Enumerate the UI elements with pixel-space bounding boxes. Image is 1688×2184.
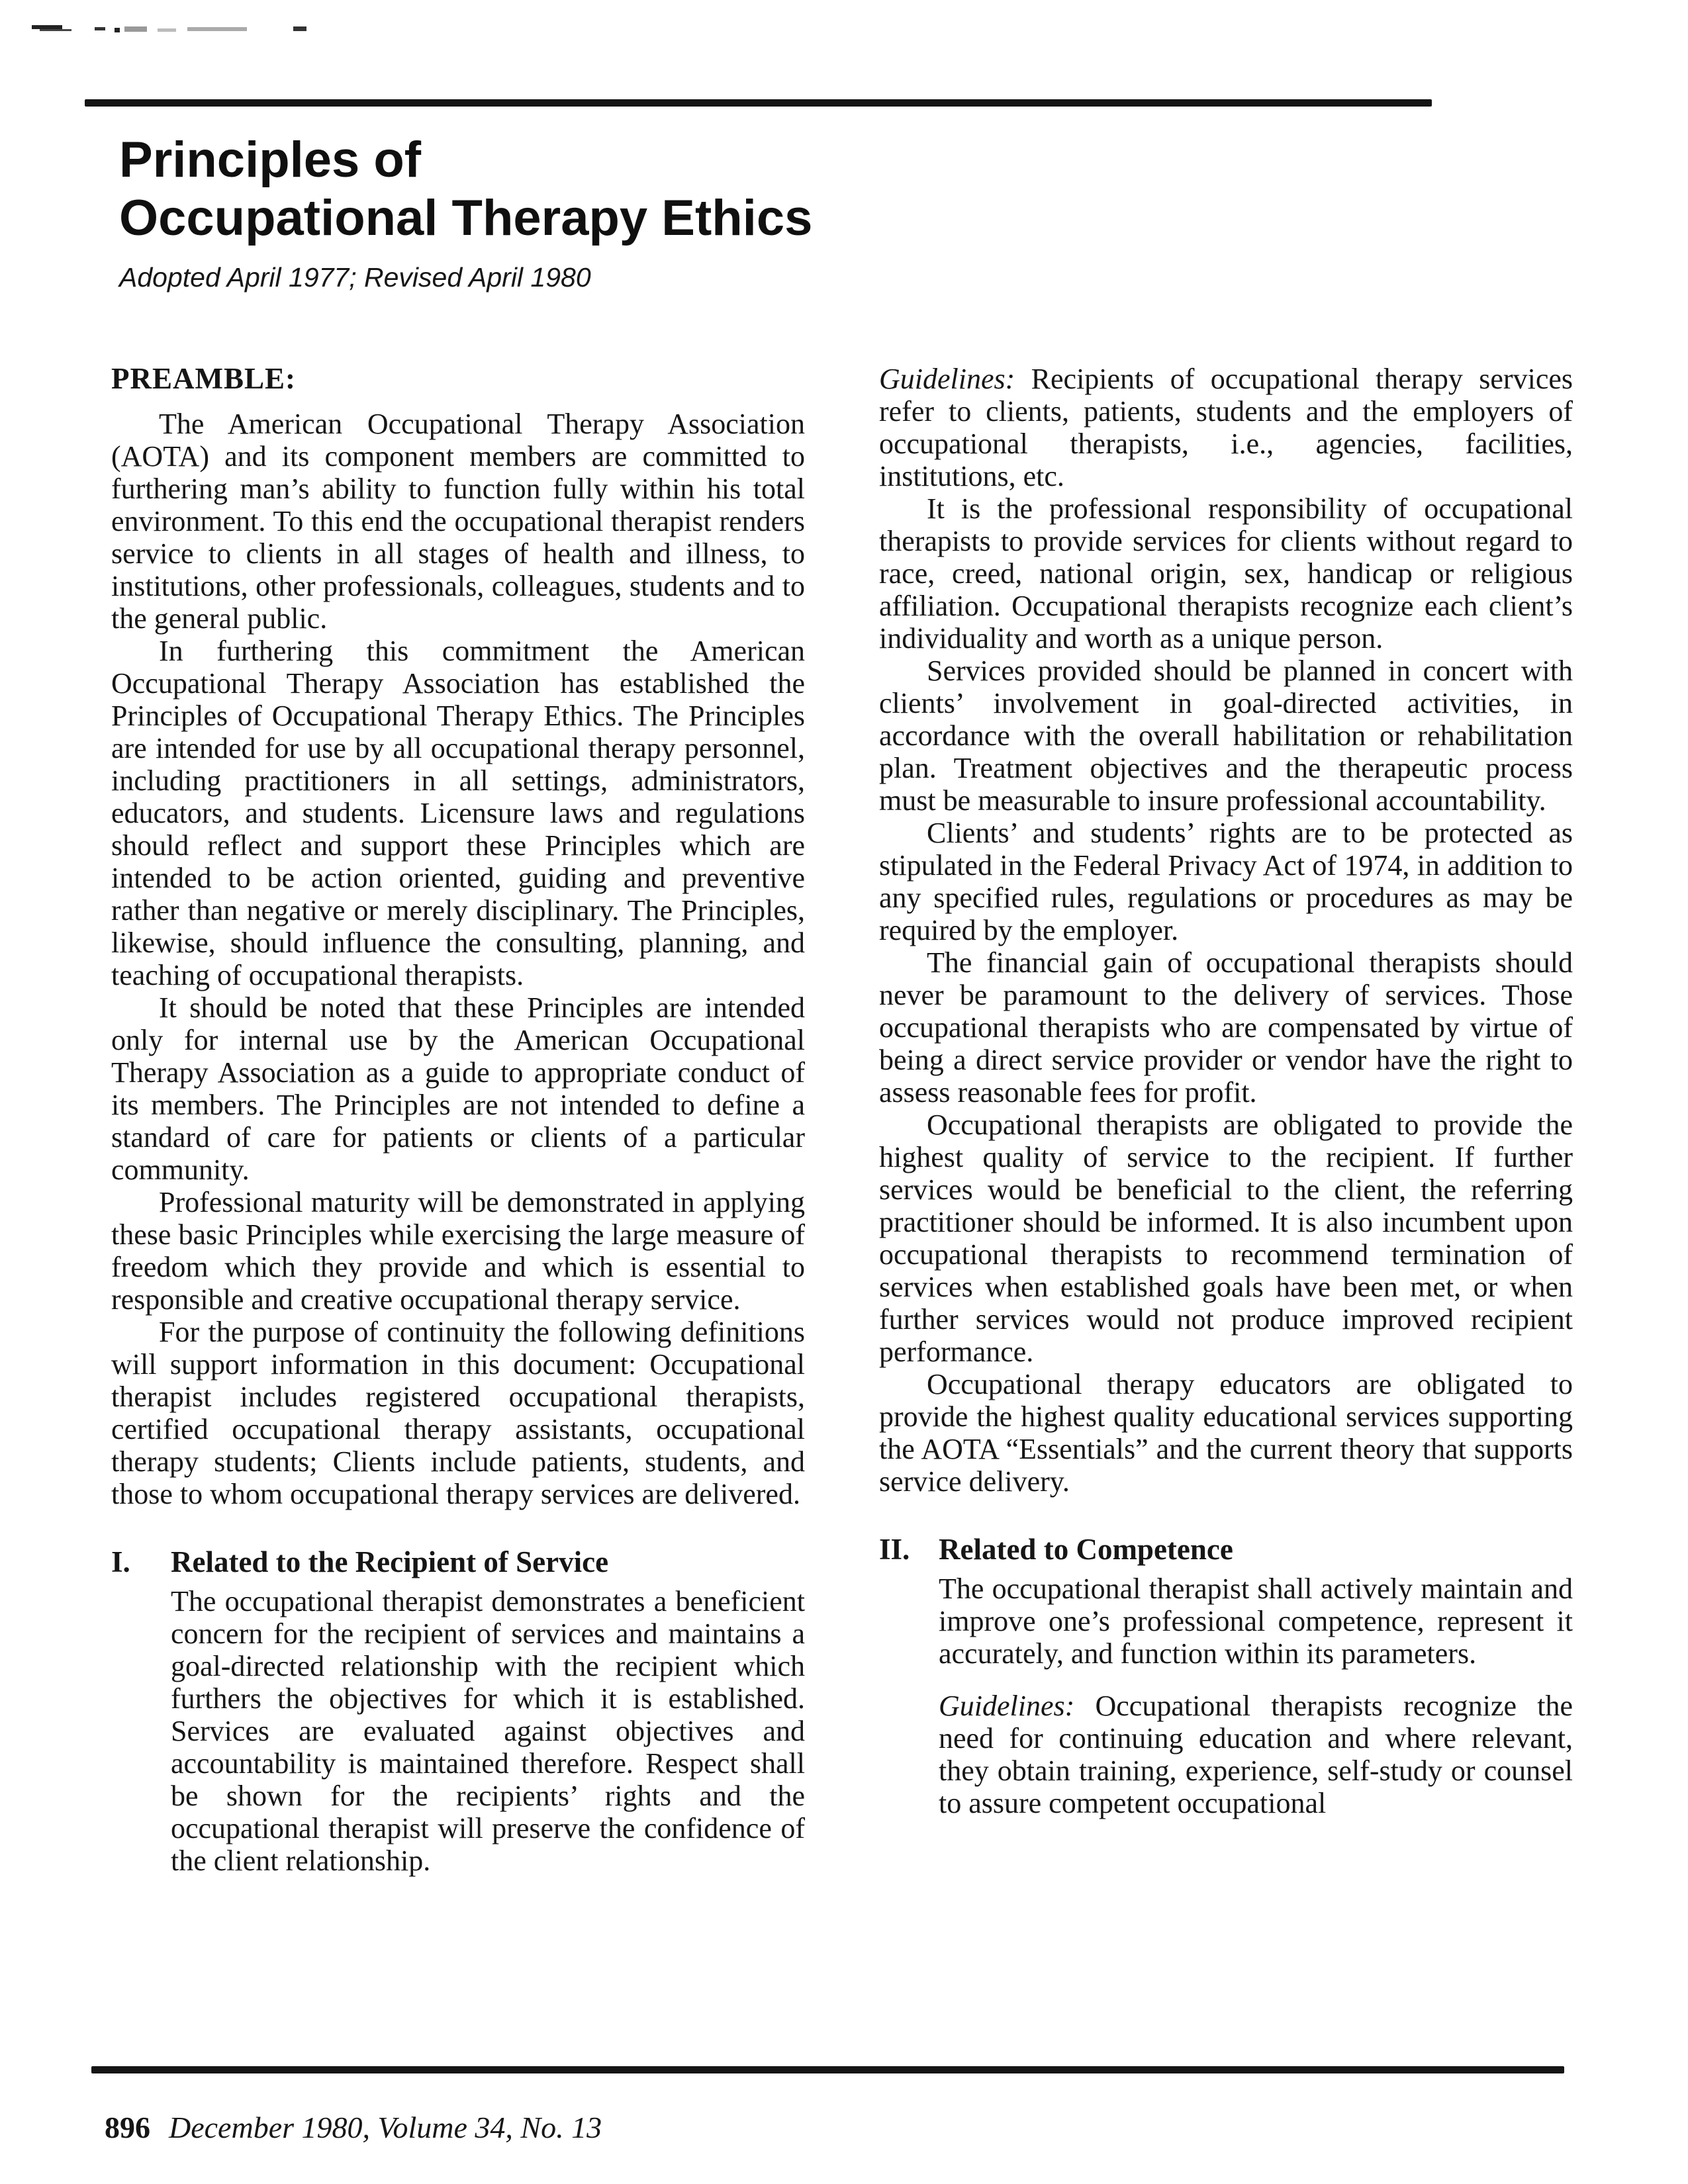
right-column [879,363,1573,1819]
top-rule [85,99,1432,107]
guidelines-paragraph: It is the professional responsibility of occupational therapists to provide services for clients without regard to race, creed, national origin, sex, handicap or religious affiliation. Occupational therapists recognize each client’s individuality and worth as a unique person. [879,492,1573,655]
guidelines-paragraph: Occupational therapy educators are obligated to provide the highest quality educational services supporting the AOTA “Essentials” and the current theory that supports service delivery. [879,1368,1573,1498]
guidelines-label: Guidelines: [879,363,1015,395]
section-heading-2 [879,1533,1573,1566]
preamble-paragraph: It should be noted that these Principles are intended only for internal use by the American Occupational Therapy Association as a guide to appropriate conduct of its members. The Principles are not intended to define a standard of care for patients or clients of a particular community. [111,991,805,1186]
guidelines-text: Recipients of occupational therapy services refer to clients, patients, students and the employers of occupational therapists, i.e., agencies, facilities, institutions, etc. [879,363,1573,492]
section-numeral-2: II. [879,1533,910,1566]
guidelines-text-2: Occupational therapists recognize the need for continuing education and where relevant, they obtain training, experience, self-study or counsel to assure competent occupational [939,1690,1573,1819]
article-title-line2: Occupational Therapy Ethics [119,190,813,246]
scan-artifact [124,26,147,32]
guidelines-paragraph: Services provided should be planned in concert with clients’ involvement in goal-directed activities, in accordance with the overall habilitation or rehabilitation plan. Treatment objectives and the therapeutic process must be measurable to insure professional accountability. [879,655,1573,817]
guidelines-label-2: Guidelines: [939,1690,1075,1722]
bottom-rule [91,2066,1564,2073]
guidelines-paragraph: Clients’ and students’ rights are to be protected as stipulated in the Federal Privacy Act of 1974, in addition to any specified rules, regulations or procedures as may be required by the employer. [879,817,1573,946]
scan-artifact [158,28,176,32]
section-title-1: Related to the Recipient of Service [171,1545,609,1578]
preamble-paragraph: In furthering this commitment the American Occupational Therapy Association has established the Principles of Occupational Therapy Ethics. The Principles are intended for use by all occupational therapy personnel, including practitioners in all settings, administrators, educators, and students. Licensure laws and regulations should reflect and support these Principles which are intended to be action oriented, guiding and preventive rather than negative or merely disciplinary. The Principles, likewise, should influence the consulting, planning, and teaching of occupational therapists. [111,635,805,991]
section-numeral-1: I. [111,1545,130,1578]
section-title-2: Related to Competence [939,1533,1233,1566]
guidelines-paragraph: The financial gain of occupational therapists should never be paramount to the delivery of services. Those occupational therapists who are compensated by virtue of being a direct service provider or vendor have the right to assess reasonable fees for profit. [879,946,1573,1109]
article-subtitle: Adopted April 1977; Revised April 1980 [119,262,591,293]
preamble-paragraph: For the purpose of continuity the following definitions will support information in this document: Occupational therapist includes registered occupational therapists, certified occupational therapy assistants, occupational therapy students; Clients include patients, students, and those to whom occupational therapy services are delivered. [111,1316,805,1510]
section-heading-1 [111,1546,805,1578]
preamble-paragraph: Professional maturity will be demonstrated in applying these basic Principles while exercising the large measure of freedom which they provide and which is essential to responsible and creative occupational therapy service. [111,1186,805,1316]
scan-artifact [95,27,105,30]
masthead [119,131,812,293]
preamble-paragraph: The American Occupational Therapy Association (AOTA) and its component members are committed to furthering man’s ability to function fully within his total environment. To this end the occupational therapist renders service to clients in all stages of health and illness, to institutions, other professionals, colleagues, students and to the general public. [111,408,805,635]
scan-artifact [293,26,306,31]
guidelines-paragraph: Occupational therapists are obligated to provide the highest quality of service to the recipient. If further services would be beneficial to the client, the referring practitioner should be informed. It is also incumbent upon occupational therapists to recommend termination of services when established goals have been met, or when further services would not produce improved recipient performance. [879,1109,1573,1368]
scan-artifact [115,28,120,32]
left-column [111,363,805,1877]
issue-info: December 1980, Volume 34, No. 13 [169,2111,602,2144]
scan-artifact [187,27,247,31]
page-number: 896 [105,2111,150,2144]
article-title-line1: Principles of [119,132,422,188]
section-2-body: The occupational therapist shall actively maintain and improve one’s professional competence, represent it accurately, and function within its parameters. [939,1572,1573,1670]
guidelines-paragraph-2 [939,1690,1573,1819]
guidelines-paragraph [879,363,1573,492]
preamble-heading: PREAMBLE: [111,362,296,395]
scan-artifact [40,29,71,31]
section-1-body: The occupational therapist demonstrates a beneficient concern for the recipient of services and maintains a goal-directed relationship with the recipient which furthers the objectives for which it is established. Services are evaluated against objectives and accountability is maintained therefore. Respect shall be shown for the recipients’ rights and the occupational therapist will preserve the confidence of the client relationship. [171,1585,805,1877]
page-footer [105,2110,602,2145]
